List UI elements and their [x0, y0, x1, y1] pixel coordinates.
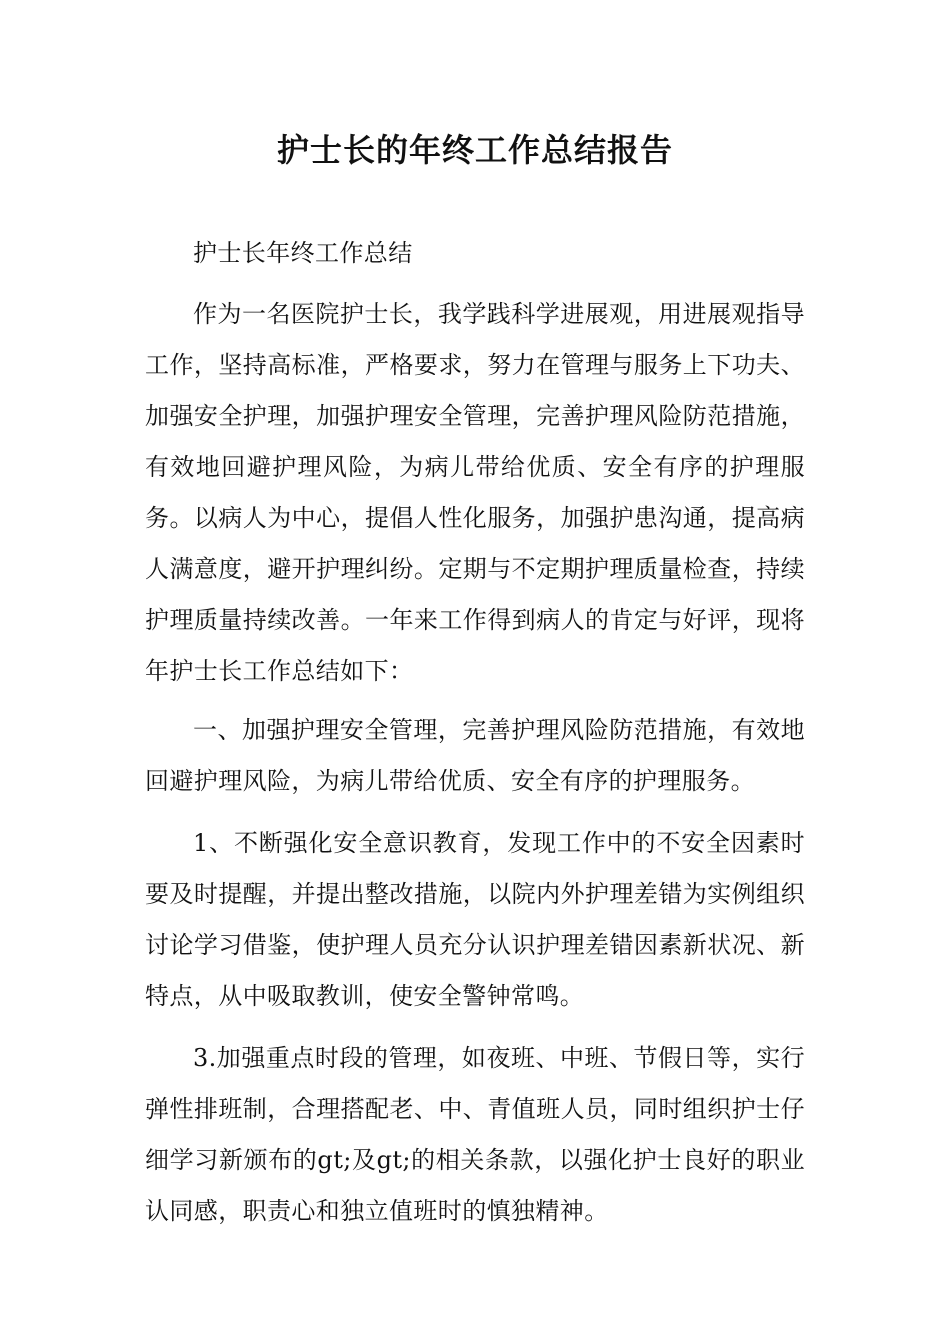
- subtitle-paragraph: 护士长年终工作总结: [193, 239, 413, 267]
- intro-paragraph: 作为一名医院护士长，我学践科学进展观，用进展观指导工作，坚持高标准，严格要求，努力在管理与服务上下功夫、加强安全护理，加强护理安全管理，完善护理风险防范措施，有效地回避护理风险，为病儿带给优质、安全有序的护理服务。以病人为中心，提倡人性化服务，加强护患沟通，提高病人满意度，避开护理纠纷。定期与不定期护理质量检查，持续护理质量持续改善。一年来工作得到病人的肯定与好评，现将年护士长工作总结如下：: [145, 300, 805, 685]
- item-paragraph-3: 3.加强重点时段的管理，如夜班、中班、节假日等，实行弹性排班制，合理搭配老、中、青值班人员，同时组织护士仔细学习新颁布的gt;及gt;的相关条款，以强化护士良好的职业认同感，职责心和独立值班时的慎独精神。: [145, 1044, 805, 1225]
- document-title: 护士长的年终工作总结报告: [276, 131, 673, 169]
- section-heading-paragraph: 一、加强护理安全管理，完善护理风险防范措施，有效地回避护理风险，为病儿带给优质、安全有序的护理服务。: [145, 716, 805, 795]
- item-paragraph-1: 1、不断强化安全意识教育，发现工作中的不安全因素时要及时提醒，并提出整改措施，以院内外护理差错为实例组织讨论学习借鉴，使护理人员充分认识护理差错因素新状况、新特点，从中吸取教训，使安全警钟常鸣。: [145, 829, 805, 1010]
- document-body: [145, 228, 805, 1240]
